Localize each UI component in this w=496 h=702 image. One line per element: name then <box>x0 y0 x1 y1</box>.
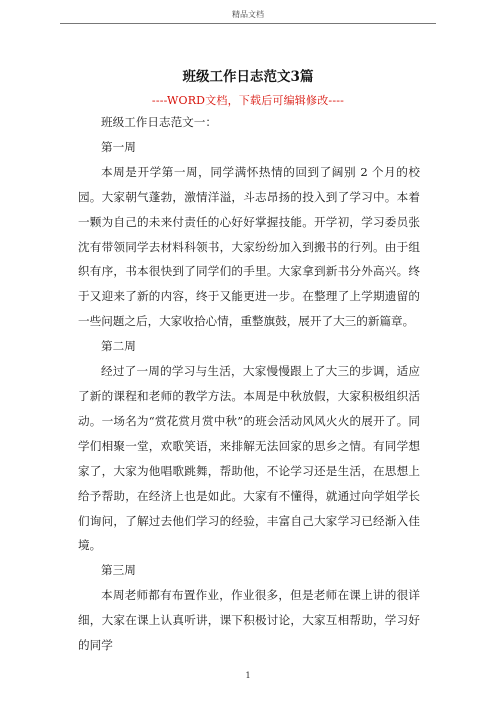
week-heading-2: 第二周 <box>101 339 136 354</box>
body-paragraph: 本周老师都有布置作业，作业很多，但是老师在课上讲的很详细，大家在课上认真听讲，课下积极讨论，大家互相帮助，学习好的同学 <box>78 588 420 653</box>
document-body <box>78 110 420 658</box>
page-header-label: 精品文档 <box>232 10 264 19</box>
document-title: 班级工作日志范文3篇 <box>182 69 314 85</box>
body-paragraph: 本周是开学第一周，同学满怀热情的回到了阔别 2 个月的校园。大家朝气蓬勃，激情洋溢，斗志昂扬的投入到了学习中。本着一颗为自己的未来付责任的心好好掌握技能。开学初，学习委员张沈有带领同学去材料科领书，大家纷纷加入到搬书的行列。由于组织有序，书本很快到了同学们的手里。大家拿到新书分外高兴。终于又迎来了新的内容，终于又能更进一步。在整理了上学期遗留的一些问题之后，大家收拾心情，重整旗鼓，展开了大三的新篇章。 <box>78 164 420 329</box>
body-paragraph: 经过了一周的学习与生活，大家慢慢跟上了大三的步调，适应了新的课程和老师的教学方法。本周是中秋放假，大家积极组织活动。一场名为“赏花赏月赏中秋”的班会活动风风火火的展开了。同学们相聚一堂，欢歌笑语，来排解无法回家的思乡之情。有同学想家了，大家为他唱歌跳舞，帮助他，不论学习还是生活，在思想上给予帮助，在经济上也是如此。大家有不懂得，就通过向学姐学长们询问，了解过去他们学习的经验，丰富自己大家学习已经渐入佳境。 <box>78 364 420 553</box>
section-heading-intro: 班级工作日志范文一： <box>101 115 217 129</box>
document-subtitle: ----WORD文档，下载后可编辑修改---- <box>151 94 345 107</box>
header-divider <box>60 23 436 24</box>
week-heading-3: 第三周 <box>101 563 136 578</box>
page-number: 1 <box>245 671 251 680</box>
week-heading-1: 第一周 <box>101 139 136 154</box>
